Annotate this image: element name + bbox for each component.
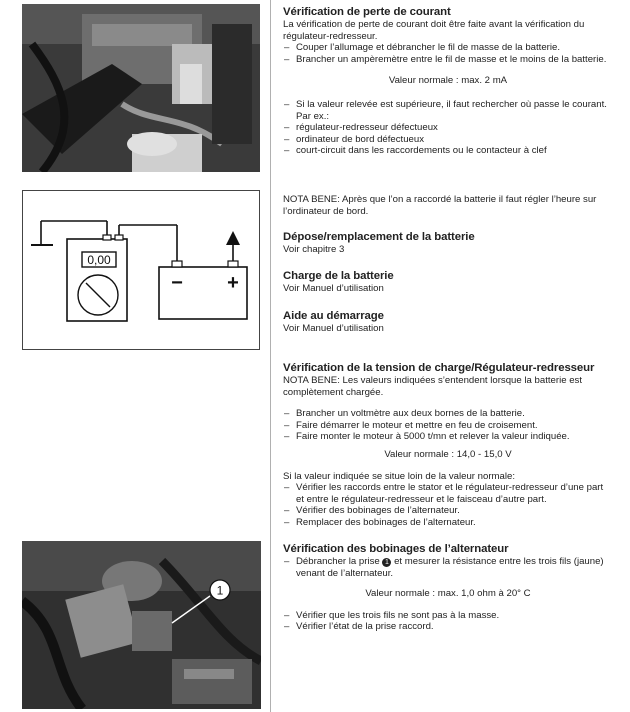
list-item: – Vérifier les raccords entre le stator et le régulateur-redresseur d’une part et entre le régulateur-redresseur et le faisceau d’autre part. <box>283 482 613 505</box>
leakage-causes <box>283 111 613 123</box>
photo-callout-number: 1 <box>216 583 224 598</box>
charge-voltage-normal-value: Valeur normale : 14,0 - 15,0 V <box>384 448 512 460</box>
nota-bene-clock: NOTA BENE: Après que l’on a raccordé la batterie il faut régler l’heure sur l’ordinateur de bord. <box>283 194 597 217</box>
heading-leakage: Vérification de perte de courant <box>283 6 451 18</box>
step-text: Débrancher la prise <box>296 556 380 567</box>
section-battery-replace <box>283 231 613 256</box>
section-leakage <box>283 6 613 157</box>
list-item: Par ex.: <box>296 110 330 122</box>
heading-alternator: Vérification des bobinages de l’alternateur <box>283 543 509 555</box>
section-charge-voltage <box>283 362 613 529</box>
list-item: – Brancher un voltmètre aux deux bornes de la batterie. <box>283 408 613 420</box>
wiring-diagram <box>22 190 260 350</box>
heading-battery-charge: Charge de la batterie <box>283 270 394 282</box>
step-text: et mesurer la résistance entre les trois fils (jaune) venant de l’alternateur. <box>296 556 604 579</box>
leakage-nota <box>283 194 613 217</box>
list-item: – Vérifier l’état de la prise raccord. <box>283 621 613 633</box>
leakage-cause-list <box>283 122 613 157</box>
arrow-up-icon <box>226 231 240 245</box>
leakage-steps-2 <box>283 99 613 111</box>
battery-minus: − <box>171 272 183 294</box>
alternator-steps <box>283 556 613 579</box>
leakage-steps <box>283 42 613 65</box>
alternator-checks <box>283 610 613 633</box>
section-jump-start <box>283 310 613 335</box>
battery-charge-ref: Voir Manuel d’utilisation <box>283 283 384 294</box>
section-alternator <box>283 543 613 633</box>
list-item: – Remplacer des bobinages de l’alternateur. <box>283 517 613 529</box>
meter-reading: 0,00 <box>87 253 111 267</box>
heading-charge-voltage: Vérification de la tension de charge/Régulateur-redresseur <box>283 362 595 374</box>
battery-plus: + <box>227 272 239 294</box>
column-divider <box>270 0 271 712</box>
list-item: – court-circuit dans les raccordements ou le contacteur à clef <box>283 145 613 157</box>
charge-voltage-nota: NOTA BENE: Les valeurs indiquées s’entendent lorsque la batterie est complètement chargée. <box>283 375 582 398</box>
alternator-normal-value: Valeur normale : max. 1,0 ohm à 20° C <box>365 588 531 600</box>
leakage-intro: La vérification de perte de courant doit être faite avant la vérification du régulateur-redresseur. <box>283 19 585 42</box>
callout-number: 1 <box>382 558 391 567</box>
list-item: – Faire monter le moteur à 5000 t/mn et relever la valeur indiquée. <box>283 431 613 443</box>
charge-voltage-steps <box>283 408 613 443</box>
list-item: – Brancher un ampèremètre entre le fil de masse et le moins de la batterie. <box>283 54 613 66</box>
list-item: – Vérifier que les trois fils ne sont pas à la masse. <box>283 610 613 622</box>
battery-photo <box>22 4 260 172</box>
charge-voltage-if-far: Si la valeur indiquée se situe loin de la valeur normale: <box>283 470 515 482</box>
alternator-photo <box>22 541 261 709</box>
section-battery-charge <box>283 270 613 295</box>
list-item: – régulateur-redresseur défectueux <box>283 122 613 134</box>
list-item: – Couper l’allumage et débrancher le fil de masse de la batterie. <box>283 42 613 54</box>
list-item: – Faire démarrer le moteur et mettre en feu de croisement. <box>283 420 613 432</box>
leakage-normal-value: Valeur normale : max. 2 mA <box>388 75 508 87</box>
list-item: – Si la valeur relevée est supérieure, il faut rechercher où passe le courant. <box>283 99 613 111</box>
heading-battery-replace: Dépose/remplacement de la batterie <box>283 231 475 243</box>
charge-voltage-checks <box>283 482 613 528</box>
heading-jump-start: Aide au démarrage <box>283 310 384 322</box>
list-item: – ordinateur de bord défectueux <box>283 134 613 146</box>
list-item <box>283 556 613 579</box>
jump-start-ref: Voir Manuel d’utilisation <box>283 323 384 334</box>
list-item: – Vérifier des bobinages de l’alternateur. <box>283 505 613 517</box>
battery-replace-ref: Voir chapitre 3 <box>283 244 345 255</box>
